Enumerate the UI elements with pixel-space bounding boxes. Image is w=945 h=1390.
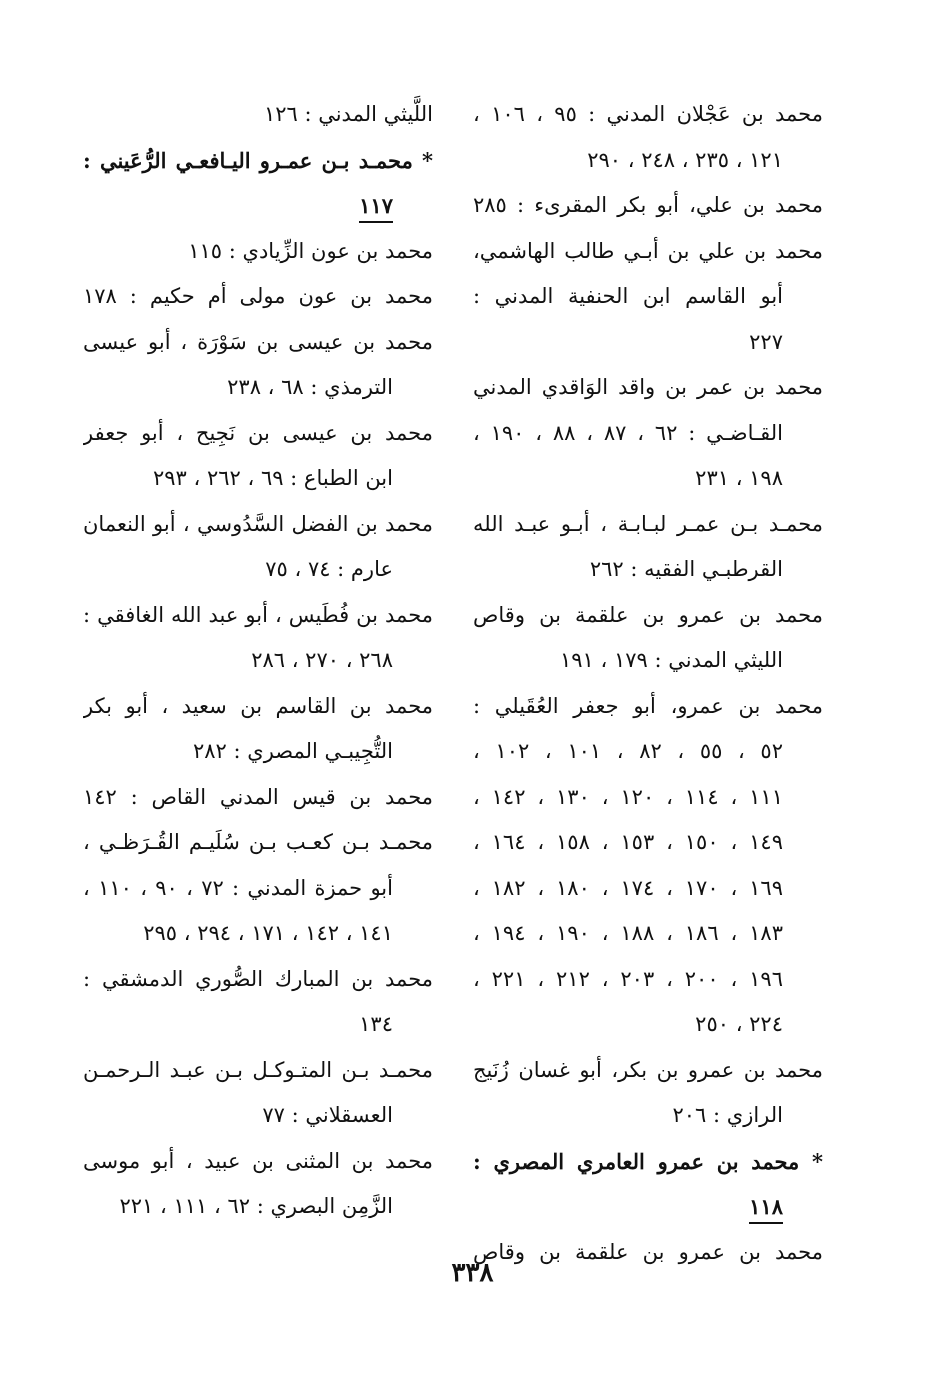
index-entry [473,365,823,502]
entry-name-line: محمد بن عمرو بن علقمة بن وقاص [473,1239,823,1264]
index-entry [83,593,433,684]
entry-name-line: محمد بن المبارك الصُّوري الدمشقي : [83,966,433,991]
entry-pages-line: ١٣٤ [359,1012,393,1036]
entry-name-line: * محمـد بـن عمـرو اليـافعـي الرُّعَيني : [83,147,433,173]
entry-pages-line: الترمذي : ٦٨ ، ٢٣٨ [227,375,393,399]
entry-pages-line: ٢٦٨ ، ٢٧٠ ، ٢٨٦ [251,648,393,672]
index-column-left [83,92,433,1230]
featured-page-ref: ١١٧ [359,191,393,223]
index-entry [83,92,433,138]
entry-name-line: * محمد بن عمرو العامري المصري : [473,1148,823,1174]
featured-page-ref: ١١٨ [749,1192,783,1224]
entry-pages-line: أبو القاسم ابن الحنفية المدني : [473,284,783,308]
index-entry [473,593,823,684]
index-entry-featured [83,138,433,229]
entry-name-line: محمد بن المثنى بن عبيد ، أبو موسى [83,1148,433,1173]
entry-name-line: محمد بن عيسى بن نَجِيح ، أبو جعفر [83,420,433,445]
entry-pages-line: ١٩٨ ، ٢٣١ [695,466,783,490]
entry-name-line: محمد بن عمرو بن بكر، أبو غسان زُنَيج [473,1057,823,1082]
index-entry [83,274,433,320]
entry-pages-line: ١٤٩ ، ١٥٠ ، ١٥٣ ، ١٥٨ ، ١٦٤ ، [473,830,783,854]
entry-name-line: محمد بن عيسى بن سَوْرَة ، أبو عيسى [83,329,433,354]
entry-pages-line: القرطبـي الفقيه : ٢٦٢ [589,557,783,581]
index-entry [473,183,823,229]
index-entry [83,320,433,411]
index-entry [83,820,433,957]
entry-pages-line: ١٦٩ ، ١٧٠ ، ١٧٤ ، ١٨٠ ، ١٨٢ ، [473,875,783,900]
index-entry [83,775,433,821]
entry-pages-line: ١١١ ، ١١٤ ، ١٢٠ ، ١٣٠ ، ١٤٢ ، [473,784,783,809]
index-entry [473,1048,823,1139]
entry-name-line: محمد بن علي بن أبـي طالب الهاشمي، [473,238,823,263]
entry-pages-line: العسقلاني : ٧٧ [262,1103,393,1127]
index-entry [83,411,433,502]
entry-name-line: محمد بن علي، أبو بكر المقرىء : ٢٨٥ [473,193,823,217]
entry-pages-line: ابن الطباع : ٦٩ ، ٢٦٢ ، ٢٩٣ [152,466,393,490]
index-column-right [473,92,823,1275]
entry-name-line: محمد بن عون مولى أم حكيم : ١٧٨ [83,284,433,308]
entry-pages-line [473,1184,823,1230]
entry-pages-line: عارم : ٧٤ ، ٧٥ [265,557,393,581]
entry-name-line: محمـد بـن كعـب بـن سُلَيـم القُـرَظـي ، [83,830,433,854]
index-entry [83,229,433,275]
entry-pages-line: الرازي : ٢٠٦ [672,1103,783,1127]
index-entry [83,1139,433,1230]
entry-name-line: محمد بن عمر بن واقد الوَاقدي المدني [473,375,823,399]
entry-name-line: محمـد بـن عمـر لبـابـة ، أبـو عبـد الله [473,511,823,536]
entry-pages-line: ٢٢٤ ، ٢٥٠ [695,1012,783,1036]
entry-pages-line: ١٢١ ، ٢٣٥ ، ٢٤٨ ، ٢٩٠ [587,147,783,172]
entry-pages-line: القـاضـي : ٦٢ ، ٨٧ ، ٨٨ ، ١٩٠ ، [473,420,783,445]
entry-pages-line: ٢٢٧ [749,329,783,354]
index-entry-featured [473,1139,823,1230]
entry-pages-line: ٥٢ ، ٥٥ ، ٨٢ ، ١٠١ ، ١٠٢ ، [473,739,783,763]
entry-name-line: محمـد بـن المتـوكـل بـن عبـد الـرحمـن [83,1057,433,1082]
entry-name-line: محمد بن عمرو بن علقمة بن وقاص [473,602,823,627]
entry-pages-line: ١٤١ ، ١٤٢ ، ١٧١ ، ٢٩٤ ، ٢٩٥ [143,921,393,945]
entry-name-line: محمد بن القاسم بن سعيد ، أبو بكر [83,693,433,718]
entry-pages-line: ١٩٦ ، ٢٠٠ ، ٢٠٣ ، ٢١٢ ، ٢٢١ ، [473,966,783,991]
entry-pages-line [83,183,433,229]
entry-name-line: محمد بن عمرو، أبو جعفر العُقَيلي : [473,693,823,718]
index-entry [473,684,823,1048]
entry-pages-line: الليثي المدني : ١٧٩ ، ١٩١ [559,648,783,672]
entry-pages-line: التُّجِيبـي المصري : ٢٨٢ [192,739,393,763]
index-entry [473,229,823,366]
entry-name-line: محمد بن عَجْلان المدني : ٩٥ ، ١٠٦ ، [473,102,823,126]
entry-name-line: محمد بن عون الزِّيادي : ١١٥ [188,238,433,263]
index-entry [473,502,823,593]
entry-pages-line: الزَّمِن البصري : ٦٢ ، ١١١ ، ٢٢١ [119,1194,393,1218]
entry-name-line: اللَّيثي المدني : ١٢٦ [263,102,433,126]
entry-name-line: محمد بن الفضل السَّدُوسي ، أبو النعمان [83,511,433,536]
entry-pages-line: أبو حمزة المدني : ٧٢ ، ٩٠ ، ١١٠ ، [83,875,393,900]
entry-name-line: محمد بن قيس المدني القاص : ١٤٢ [83,784,433,809]
index-entry [83,957,433,1048]
index-entry [473,92,823,183]
index-entry [83,502,433,593]
index-entry [83,1048,433,1139]
entry-name-line: محمد بن فُطَيس ، أبو عبد الله الغافقي : [83,602,433,627]
index-entry [83,684,433,775]
page-number: ٣٣٨ [451,1258,494,1288]
entry-pages-line: ١٨٣ ، ١٨٦ ، ١٨٨ ، ١٩٠ ، ١٩٤ ، [473,921,783,945]
